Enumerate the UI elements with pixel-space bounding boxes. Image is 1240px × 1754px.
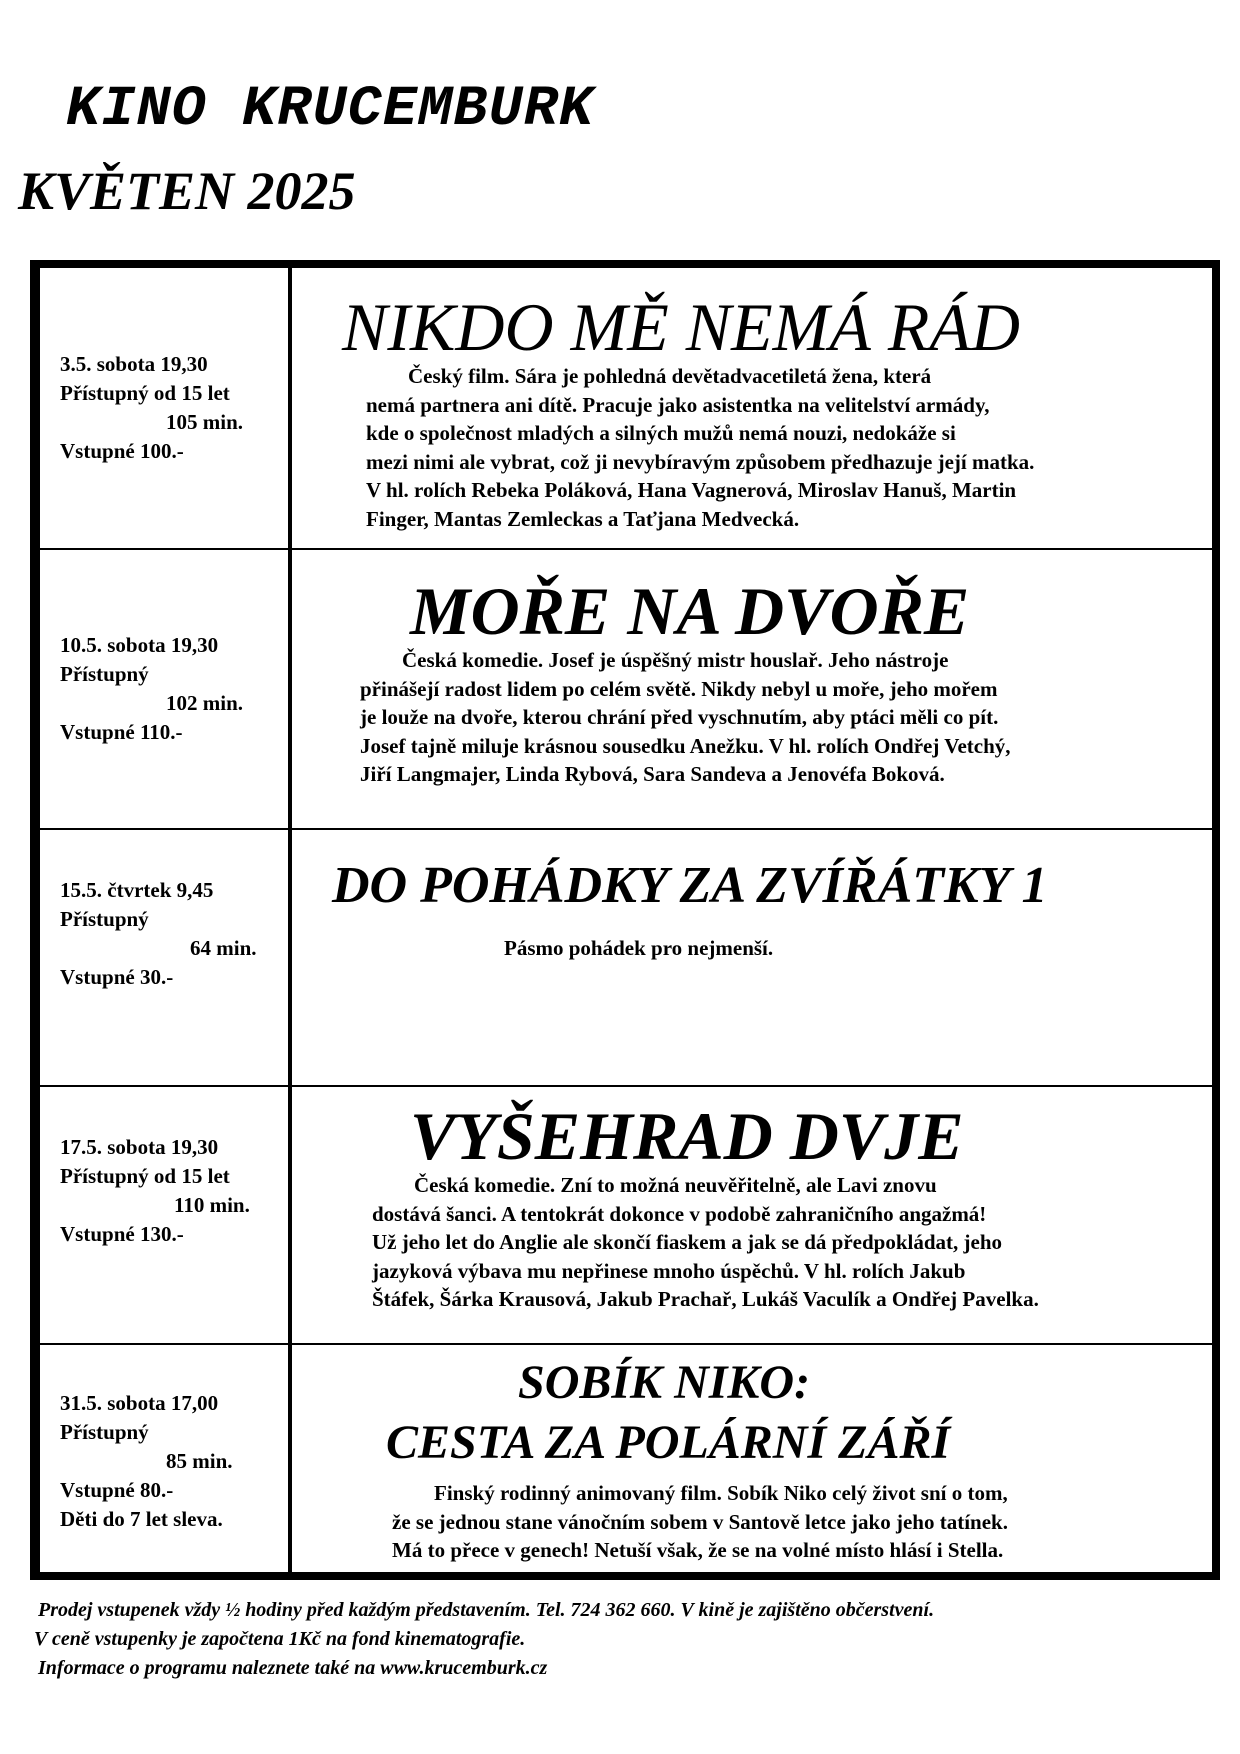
film-description: Česká komedie. Zní to možná neuvěřitelně, ale Lavi znovu dostává šanci. A tentokrát dokonce v podobě zahraničního angažmá! Už jeho let do Anglie ale skončí fiaskem a jak se dá předpokládat, jeho jazyková výbava mu nepřinese mnoho úspěchů. V hl. rolích Jakub Štáfek, Šárka Krausová, Jakub Prachař, Lukáš Vaculík a Ondřej Pavelka. — [372, 1173, 1039, 1311]
film-description: Český film. Sára je pohledná devětadvacetiletá žena, která nemá partnera ani dítě. Pracuje jako asistentka na velitelství armády, kde o společnost mladých a silných mužů nemá nouzi, nedokáže si mezi nimi ale vybrat, což ji nevybíravým způsobem předhazuje její matka. V hl. rolích Rebeka Poláková, Hana Vagnerová, Miroslav Hanuš, Martin Finger, Mantas Zemleckas a Taťjana Medvecká. — [366, 364, 1035, 531]
age-rating: Přístupný — [60, 1420, 149, 1444]
age-rating: Přístupný — [60, 907, 149, 931]
footer-line-tickets: Prodej vstupenek vždy ½ hodiny před každým představením. Tel. 724 362 660. V kině je zajištěno občerstvení. — [38, 1599, 935, 1621]
film-description: Pásmo pohádek pro nejmenší. — [504, 936, 774, 960]
footer-line-fee: V ceně vstupenky je započtena 1Kč na fond kinematografie. — [34, 1628, 526, 1650]
film-content — [292, 550, 1212, 828]
film-content — [292, 830, 1212, 1085]
film-description: Česká komedie. Josef je úspěšný mistr houslař. Jeho nástroje přinášejí radost lidem po celém světě. Nikdy nebyl u moře, jeho mořem je louže na dvoře, kterou chrání před vyschnutím, aby ptáci měli co pít. Josef tajně miluje krásnou sousedku Anežku. V hl. rolích Ondřej Vetchý, Jiří Langmajer, Linda Rybová, Sara Sandeva a Jenovéfa Boková. — [360, 648, 1011, 786]
screening-date: 31.5. sobota 17,00 — [60, 1391, 219, 1415]
film-description: Finský rodinný animovaný film. Sobík Niko celý život sní o tom, že se jednou stane vánočním sobem v Santově letce jako jeho tatínek. Má to přece v genech! Netuší však, že se na volné místo hlásí i Stella. — [392, 1481, 1008, 1562]
screening-date: 15.5. čtvrtek 9,45 — [60, 878, 214, 902]
film-title: VYŠEHRAD DVJE — [410, 1098, 964, 1174]
duration: 85 min. — [166, 1449, 233, 1473]
film-content — [292, 1345, 1212, 1572]
screening-info — [40, 1345, 292, 1572]
screening-info — [40, 830, 292, 1085]
screening-date: 10.5. sobota 19,30 — [60, 633, 219, 657]
screening-date: 3.5. sobota 19,30 — [60, 352, 208, 376]
screening-info — [40, 1087, 292, 1343]
duration: 110 min. — [174, 1193, 250, 1217]
screening-info — [40, 550, 292, 828]
screening-info — [40, 268, 292, 548]
ticket-price: Vstupné 30.- — [60, 965, 174, 989]
film-title: NIKDO MĚ NEMÁ RÁD — [342, 289, 1021, 365]
footer-notes — [34, 1596, 935, 1683]
ticket-price: Vstupné 80.- — [60, 1478, 174, 1502]
screening-row — [40, 268, 1212, 550]
screening-row — [40, 1345, 1212, 1572]
duration: 105 min. — [166, 410, 244, 434]
film-content — [292, 1087, 1212, 1343]
ticket-price: Vstupné 110.- — [60, 720, 183, 744]
film-title-line2: CESTA ZA POLÁRNÍ ZÁŘÍ — [386, 1416, 951, 1469]
film-title: MOŘE NA DVOŘE — [410, 573, 970, 649]
duration: 64 min. — [190, 936, 257, 960]
ticket-price: Vstupné 100.- — [60, 439, 184, 463]
cinema-title: KINO KRUCEMBURK — [66, 78, 595, 142]
footer-line-website: Informace o programu naleznete také na www.krucemburk.cz — [38, 1657, 548, 1679]
age-rating: Přístupný od 15 let — [60, 1164, 230, 1188]
discount-note: Děti do 7 let sleva. — [60, 1507, 223, 1531]
duration: 102 min. — [166, 691, 244, 715]
screening-row — [40, 1087, 1212, 1345]
age-rating: Přístupný od 15 let — [60, 381, 230, 405]
ticket-price: Vstupné 130.- — [60, 1222, 184, 1246]
film-title: DO POHÁDKY ZA ZVÍŘÁTKY 1 — [332, 857, 1048, 914]
age-rating: Přístupný — [60, 662, 149, 686]
schedule-table — [30, 260, 1220, 1580]
film-content — [292, 268, 1212, 548]
film-title-line1: SOBÍK NIKO: — [518, 1356, 811, 1409]
screening-row — [40, 550, 1212, 830]
screening-row — [40, 830, 1212, 1087]
screening-date: 17.5. sobota 19,30 — [60, 1135, 219, 1159]
month-title: KVĚTEN 2025 — [18, 161, 356, 221]
